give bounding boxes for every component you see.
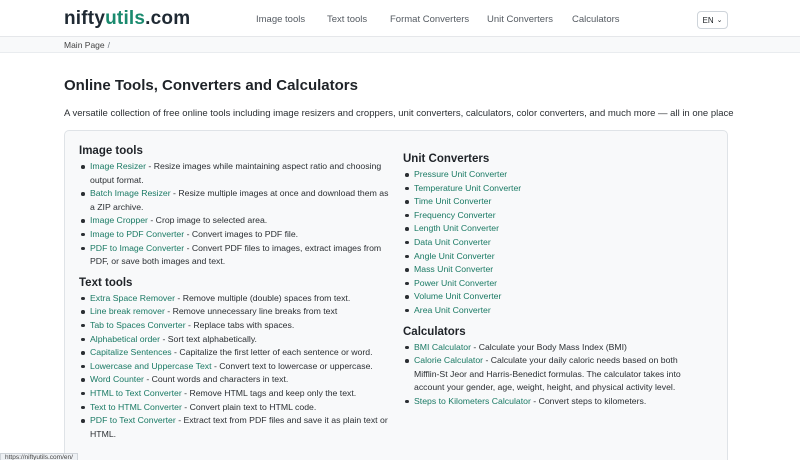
tool-link[interactable]: PDF to Text Converter [90, 415, 176, 426]
list-item [79, 214, 391, 228]
tool-description: - Resize multiple images at once and download them as a ZIP archive. [90, 188, 389, 212]
list-item [79, 305, 391, 319]
tool-link[interactable]: PDF to Image Converter [90, 242, 185, 253]
tool-link[interactable]: Calorie Calculator [414, 355, 484, 366]
list-item [403, 304, 703, 318]
nav-format-converters[interactable]: Format Converters [390, 14, 470, 25]
tool-description: - Capitalize the first letter of each sentence or word. [171, 347, 373, 358]
tool-link[interactable]: Word Counter [90, 374, 144, 385]
tool-link[interactable]: Temperature Unit Converter [414, 182, 522, 193]
list-item [79, 292, 391, 306]
tool-link[interactable]: Area Unit Converter [414, 304, 491, 315]
nav-unit-converters[interactable]: Unit Converters [487, 14, 553, 25]
tool-description: - Count words and characters in text. [143, 374, 289, 385]
tool-description: - Convert text to lowercase or uppercase. [211, 360, 373, 371]
tool-link[interactable]: Power Unit Converter [414, 277, 498, 288]
tool-description: - Calculate your Body Mass Index (BMI) [470, 341, 627, 352]
list-item [79, 387, 391, 401]
section-heading-text-tools: Text tools [79, 276, 133, 289]
section-heading-calculators: Calculators [403, 325, 466, 338]
tool-link[interactable]: Mass Unit Converter [414, 264, 494, 275]
list-item [79, 346, 391, 360]
list-item [79, 360, 391, 374]
page-title: Online Tools, Converters and Calculators [64, 77, 358, 94]
list-item [403, 222, 703, 236]
chevron-down-icon: ⌄ [716, 17, 723, 24]
tool-link[interactable]: Time Unit Converter [414, 196, 492, 207]
list-item [403, 263, 703, 277]
tool-description: - Convert PDF files to images, extract images from PDF, or save both images and text. [90, 242, 382, 267]
list-item [403, 341, 703, 355]
list-item [403, 277, 703, 291]
list-item [79, 373, 391, 387]
tool-description: - Remove multiple (double) spaces from text. [174, 292, 351, 303]
tool-link[interactable]: Text to HTML Converter [90, 401, 182, 412]
main-nav [0, 0, 800, 37]
status-bar-url: https://niftyutils.com/en/ [0, 453, 78, 460]
top-navbar [0, 0, 800, 37]
nav-text-tools[interactable]: Text tools [327, 14, 368, 25]
image-tools-list [79, 160, 391, 269]
unit-converters-list [403, 168, 703, 318]
site-logo[interactable]: niftyutils.com [64, 8, 191, 29]
tool-link[interactable]: HTML to Text Converter [90, 387, 182, 398]
section-heading-unit-converters: Unit Converters [403, 153, 490, 165]
tool-link[interactable]: Image Cropper [90, 215, 148, 226]
tool-link[interactable]: Frequency Converter [414, 209, 496, 220]
tool-link[interactable]: Data Unit Converter [414, 236, 491, 247]
list-item [403, 395, 703, 409]
breadcrumb-home[interactable]: Main Page [64, 40, 105, 50]
tool-description: - Sort text alphabetically. [160, 333, 257, 344]
list-item [79, 319, 391, 333]
language-value: EN [702, 15, 714, 25]
list-item [79, 242, 391, 269]
breadcrumb-separator: / [107, 40, 111, 50]
tool-link[interactable]: Tab to Spaces Converter [90, 319, 186, 330]
tool-description: - Remove unnecessary line breaks from text [164, 306, 338, 317]
list-item [79, 333, 391, 347]
calculators-list [403, 341, 703, 409]
breadcrumb [0, 37, 800, 53]
tool-link[interactable]: Length Unit Converter [414, 223, 499, 234]
list-item [79, 160, 391, 187]
page-lead: A versatile collection of free online tools including image resizers and croppers, unit converters, calculators, color converters, and much more — all in one place [64, 108, 734, 119]
nav-calculators[interactable]: Calculators [572, 14, 620, 25]
tool-link[interactable]: Angle Unit Converter [414, 250, 495, 261]
list-item [403, 168, 703, 182]
tool-description: - Resize images while maintaining aspect ratio and choosing output format. [90, 161, 382, 185]
tool-description: - Remove HTML tags and keep only the text. [181, 387, 357, 398]
tool-link[interactable]: Line break remover [90, 306, 165, 317]
tools-card [64, 130, 728, 460]
nav-image-tools[interactable]: Image tools [256, 14, 306, 25]
tool-link[interactable]: Image Resizer [90, 161, 147, 171]
language-select[interactable] [697, 11, 728, 29]
tool-description: - Replace tabs with spaces. [185, 319, 295, 330]
tool-description: - Convert images to PDF file. [184, 228, 299, 239]
tool-description: - Calculate your daily caloric needs based on both Mifflin-St Jeor and Harris-Benedict formulas. The calculator takes into account your gender, age, weight, height, and physical activity level. [414, 355, 681, 393]
left-column [79, 145, 391, 441]
tool-description: - Convert steps to kilometers. [530, 395, 647, 406]
right-column [403, 153, 703, 409]
tool-link[interactable]: Capitalize Sentences [90, 347, 172, 358]
tool-link[interactable]: Extra Space Remover [90, 292, 175, 303]
tool-link[interactable]: Lowercase and Uppercase Text [90, 360, 212, 371]
tool-description: - Crop image to selected area. [147, 215, 268, 226]
list-item [79, 401, 391, 415]
tool-link[interactable]: Steps to Kilometers Calculator [414, 395, 531, 406]
tool-link[interactable]: BMI Calculator [414, 341, 471, 352]
list-item [403, 250, 703, 264]
list-item [403, 354, 703, 395]
tool-description: - Convert plain text to HTML code. [181, 401, 317, 412]
tool-link[interactable]: Image to PDF Converter [90, 228, 185, 239]
tool-link[interactable]: Pressure Unit Converter [414, 169, 508, 179]
list-item [403, 209, 703, 223]
section-heading-image-tools: Image tools [79, 145, 143, 157]
tool-link[interactable]: Alphabetical order [90, 333, 161, 344]
list-item [79, 228, 391, 242]
tool-link[interactable]: Batch Image Resizer [90, 188, 171, 199]
tool-description: - Extract text from PDF files and save it as plain text or HTML. [90, 415, 388, 439]
list-item [403, 236, 703, 250]
list-item [79, 187, 391, 214]
list-item [403, 290, 703, 304]
list-item [79, 414, 391, 441]
list-item [403, 182, 703, 196]
tool-link[interactable]: Volume Unit Converter [414, 291, 502, 302]
list-item [403, 195, 703, 209]
text-tools-list [79, 292, 391, 442]
